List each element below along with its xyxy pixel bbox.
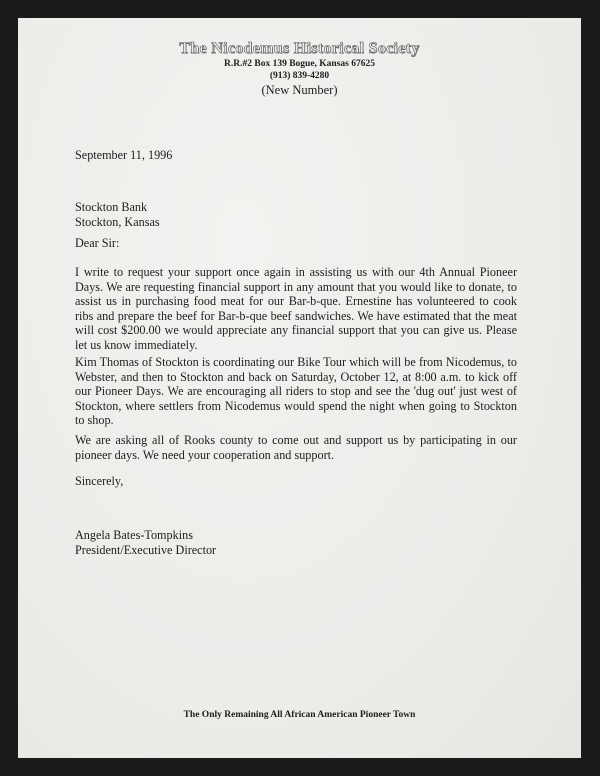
- body-paragraph-3: We are asking all of Rooks county to come out and support us by participating in our pioneer days. We need your cooperation and support.: [75, 433, 517, 462]
- letterhead-phone-note: (New Number): [261, 83, 338, 97]
- letter-page: [18, 18, 581, 758]
- closing: Sincerely,: [75, 474, 124, 488]
- body-paragraph-1: I write to request your support once again in assisting us with our 4th Annual Pioneer Days. We are requesting financial support in any amount that you would like to donate, to assist us in purchasing food meat for our Bar-b-que. Ernestine has volunteered to cook ribs and prepare the beef for Bar-b-que beef sandwiches. We have estimated that the meat will cost $200.00 we would appreciate any financial support that you can give us. Please let us know immediately.: [75, 265, 517, 352]
- footer-tagline: The Only Remaining All African American Pioneer Town: [183, 710, 416, 720]
- signature-block: [75, 528, 517, 557]
- letterhead-phone: (913) 839-4280: [269, 71, 330, 81]
- body-paragraph-2: Kim Thomas of Stockton is coordinating our Bike Tour which will be from Nicodemus, to Webster, and then to Stockton and back on Saturday, October 12, at 8:00 a.m. to kick off our Pioneer Days. We are encouraging all riders to stop and see the 'dug out' just west of Stockton, where settlers from Nicodemus would spend the night when going to Stockton to shop.: [75, 355, 517, 428]
- recipient-address: [75, 200, 517, 229]
- letterhead-address: R.R.#2 Box 139 Bogue, Kansas 67625: [224, 59, 375, 69]
- signer-name: Angela Bates-Tompkins: [75, 528, 193, 542]
- signer-title: President/Executive Director: [75, 542, 217, 557]
- salutation: Dear Sir:: [75, 236, 120, 250]
- letter-date: September 11, 1996: [75, 148, 173, 162]
- letterhead: [18, 40, 581, 98]
- recipient-location: Stockton, Kansas: [75, 214, 160, 229]
- recipient-name: Stockton Bank: [75, 200, 148, 214]
- organization-name: The Nicodemus Historical Society: [179, 40, 420, 57]
